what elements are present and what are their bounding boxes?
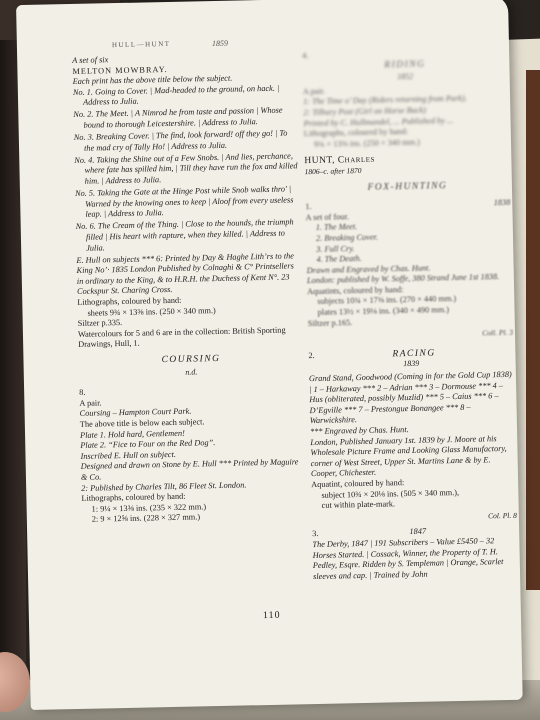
entry-line: Printed by C. Hullmandel, ... Published by ...: [303, 115, 454, 128]
running-head-year: 1859: [211, 38, 228, 49]
entry-line: Coursing – Hampton Court Park.: [79, 406, 192, 419]
watercolour-note: Watercolours for 5 and 6 are in the collection: British Sporting Drawings, Hull, 1.: [77, 325, 286, 350]
list-item: No. 5. Taking the Gate at the Hinge Post while Snob walks thro' | Warned by the knowing ones to keep | Aloof from every useless leap. | Address to Julia.: [74, 184, 294, 220]
artist-dates: 1806–c. after 1870: [304, 165, 362, 177]
entry-line: Designed and drawn on Stone by E. Hull *** Printed by Maguire & Co.: [80, 457, 299, 482]
list-item: No. 4. Taking the Shine out of a Few Snobs. | And lies, perchance, where fate has spilled him, | Till they have run the fox and killed him. | Address to Julia.: [74, 151, 298, 186]
artist-heading: HUNT, Charles: [304, 155, 375, 167]
entry-line: subject 10¾ × 20⅛ ins. (505 × 340 mm.),: [321, 487, 460, 500]
entry-line: London, Published January 1st. 1839 by J. Moore at his Wholesale Picture Frame and Looking Glass Manufactory, corner of West Street, Upper St. Martins Lane & by E. Cooper, Chichester.: [310, 433, 507, 479]
list-item: No. 6. The Cream of the Thing. | Close to the hounds, the triumph filled | His heart with rapture, when they killed. | Address to Julia.: [75, 217, 294, 253]
entry-number: 4.: [302, 51, 309, 61]
right-column: [302, 47, 518, 582]
entry-line: Drawn and Engraved by Chas. Hunt.: [306, 263, 431, 275]
entry-line: Aquatint, coloured by hand:: [311, 478, 405, 490]
entry-line: London: published by W. Soffe, 380 Strand June 1st 1838.: [306, 272, 500, 286]
plate-reference: Coll. Pl. 3: [482, 328, 514, 338]
list-item: No. 2. The Meet. | A Nimrod he from taste and passion | Whose bound to thorough Leicestershire. | Address to Julia.: [73, 106, 283, 130]
blurred-block: [302, 47, 509, 151]
list-item: 3. Full Cry.: [316, 243, 355, 254]
fox-hunting-block: [305, 209, 513, 343]
entry-line: plates 13½ × 19⅛ ins. (340 × 490 mm.): [317, 305, 450, 317]
entry-line: cut within plate-mark.: [321, 499, 396, 511]
entry-line: The above title is below each subject.: [79, 417, 205, 429]
list-item: No. 1. Going to Cover. | Mad-headed to the ground, on hack. | Address to Julia.: [72, 83, 280, 108]
entry-line: 2: 9 × 12⅝ ins. (228 × 327 mm.): [91, 512, 201, 525]
publication-line: E. Hull on subjects *** 6: Printed by Day & Haghe Lith’rs to the King No’· 1835 London Published by Colnaghi & C° Printsellers in ordinary to the King, & to H.R.H. the Duchess of Kent N°. 23 Cockspur St. Charing Cross.: [76, 251, 295, 297]
entry-line: The Derby, 1847 | 191 Subscribers – Value £5450 – 32 Horses Started. | Cossack, Winner, the Property of T. H. Pedley, Esqre. Ridden by S. Templeman | Orange, Scarlet sleeves and cap. | Trained by John: [312, 536, 504, 581]
reference-line: Siltzer p.335.: [77, 318, 123, 329]
list-item: 4. The Death.: [316, 254, 362, 265]
page-number: 110: [262, 609, 281, 622]
entry-note: Each print has the above title below the subject.: [72, 73, 233, 87]
entry-line: Inscribed E. Hull on subject.: [80, 449, 176, 461]
entry-intro-line: A set of six: [72, 55, 109, 65]
list-item: No. 3. Breaking Cover. | The find, look forward! off they go! | To the mad cry of Tally Ho! | Address to Julia.: [73, 128, 288, 153]
list-item: 1. The Meet.: [315, 222, 358, 233]
medium-line: Lithographs, coloured by hand:: [77, 295, 182, 307]
plate-reference: Col. Pl. 8: [487, 510, 517, 521]
entry-line: Aquatints, coloured by hand:: [307, 284, 404, 296]
entry-number-line: 2. RACING: [308, 348, 436, 360]
section-date: 1839: [403, 359, 420, 369]
section-heading-fox-hunting: FOX-HUNTING: [367, 180, 448, 193]
entry-line: Lithographs, coloured by hand:: [81, 491, 186, 504]
entry-line: A set of four.: [305, 211, 349, 222]
book-page: [16, 0, 523, 710]
entry-line: 9¾ × 13⅜ ins. (250 × 340 mm.): [313, 137, 421, 149]
entry-number: 8.: [79, 388, 86, 398]
entry-line: A pair.: [302, 86, 326, 96]
left-column: [72, 51, 307, 526]
dimensions-line: sheets 9¾ × 13⅜ ins. (250 × 340 mm.): [87, 305, 216, 318]
section-date: n.d.: [185, 367, 198, 377]
entry-line: Plate 2. “Fice to Four on the Red Dog”.: [80, 438, 216, 451]
section-date: 1852: [397, 72, 414, 82]
entry-line: 2: Tilbury Post (Girl on Horse Back): [303, 105, 427, 118]
entry-line: Lithographs, coloured by hand:: [303, 127, 409, 139]
entry-line: *** Engraved by Chas. Hunt.: [309, 425, 409, 437]
entry-number-line: 1. 1838: [305, 197, 511, 212]
entry-line: 1: 9¼ × 13⅜ ins. (235 × 322 mm.): [91, 502, 207, 514]
entry-line: Plate 1. Hold hard, Gentlemen!: [79, 428, 185, 440]
entry-line: A pair.: [79, 398, 102, 408]
section-heading-coursing: COURSING: [161, 353, 221, 366]
entry-number-line: 3. 1847: [312, 527, 427, 539]
entry-line: 2: Published by Charles Tilt, 86 Fleet St. London.: [81, 479, 247, 493]
section-heading-riding: RIDING: [384, 59, 426, 71]
entry-title: MELTON MOWBRAY.: [72, 64, 168, 76]
running-head: HULL—HUNT: [111, 39, 171, 50]
entry-line: 1: The Time o’ Day (Riders returning from Park).: [303, 94, 467, 107]
entry-line: subjects 10¾ × 17⅜ ins. (270 × 440 mm.): [317, 294, 457, 307]
entry-line: Siltzer p.165.: [307, 317, 353, 328]
entry-line: Grand Stand, Goodwood (Coming in for the Gold Cup 1838) | 1 – Harkaway *** 2 – Adrian *** 3 – Dormouse *** 4 – Hus (obliterated, possibly Muzlid) *** 5 – Caius *** 6 – D’Egville *** 7 – Prestongue Bonangee *** 8 – Warwickshire.: [308, 369, 512, 426]
adjacent-book-edge: [526, 70, 540, 590]
list-item: 2. Breaking Cover.: [315, 232, 378, 243]
